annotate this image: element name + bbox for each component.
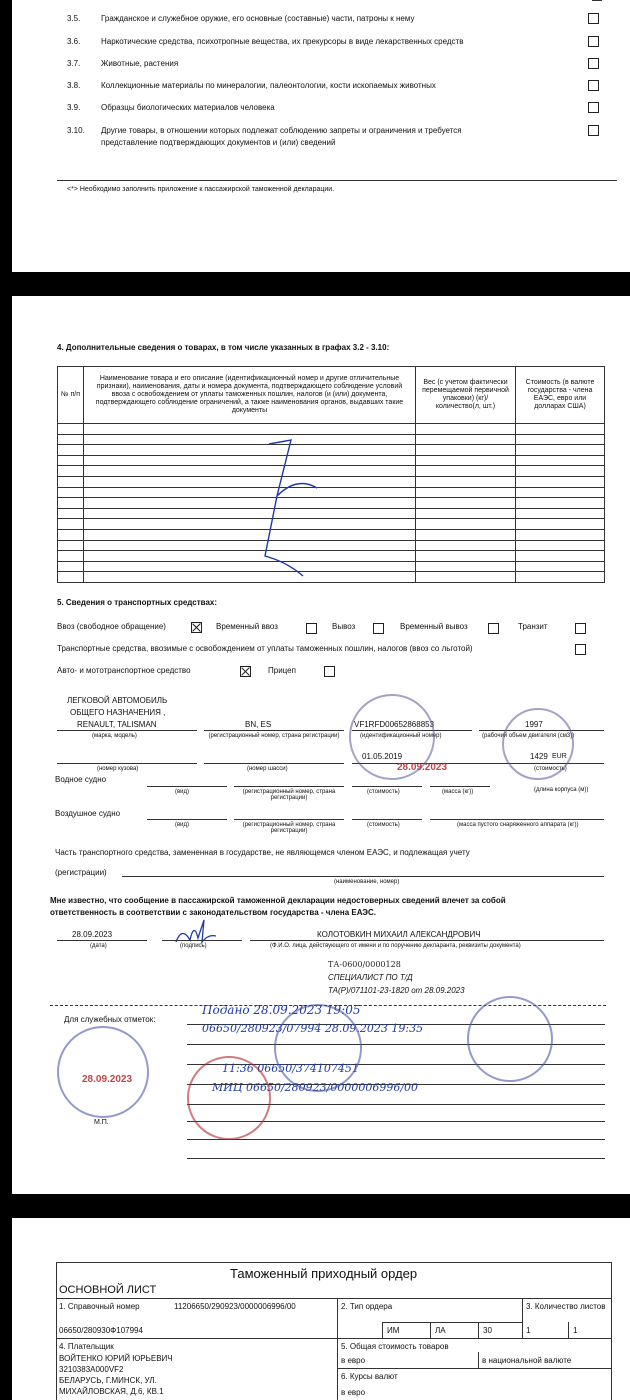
- sheets-count-2: 1: [573, 1326, 578, 1335]
- goods-cell[interactable]: [58, 424, 84, 435]
- vehicle-model-line-2: ОБЩЕГО НАЗНАЧЕНИЯ ,: [70, 708, 166, 717]
- item-number: 3.5.: [67, 14, 81, 23]
- label-export: Вывоз: [332, 622, 356, 631]
- rule: [187, 1139, 605, 1140]
- goods-cell[interactable]: [58, 561, 84, 572]
- goods-cell[interactable]: [84, 551, 416, 562]
- handwritten-line-2: 06650/280923/07994 28.09.2023 19:35: [202, 1022, 424, 1035]
- caption-cost-water: (стоимость): [367, 789, 400, 795]
- rule: [522, 1298, 523, 1338]
- goods-cell[interactable]: [58, 466, 84, 477]
- field-6-label: 6. Курсы валют: [341, 1372, 398, 1381]
- goods-cell[interactable]: [58, 540, 84, 551]
- caption-name-number: (наименование, номер): [334, 879, 400, 885]
- main-sheet-label: ОСНОВНОЙ ЛИСТ: [59, 1284, 157, 1296]
- checkbox-export[interactable]: [373, 623, 384, 634]
- item-checkbox[interactable]: [588, 13, 599, 24]
- rule: [56, 1338, 612, 1339]
- goods-cell[interactable]: [84, 529, 416, 540]
- goods-cell[interactable]: [58, 572, 84, 583]
- goods-cell[interactable]: [416, 487, 516, 498]
- declaration-text-1: Мне известно, что сообщение в пассажирской таможенной декларации недостоверных сведений влечет за собой: [50, 896, 506, 905]
- goods-cell[interactable]: [516, 508, 605, 519]
- label-free-circulation: Ввоз (свободное обращение): [57, 622, 166, 631]
- field-1-label: 1. Справочный номер: [59, 1302, 140, 1311]
- stamp-date: 28.09.2023: [82, 1074, 133, 1085]
- service-label: Для служебных отметок:: [64, 1015, 156, 1024]
- rule: [57, 763, 197, 764]
- footnote-divider: [57, 180, 617, 181]
- caption-id: (идентификационный номер): [360, 733, 442, 739]
- declaration-page-1: [12, 0, 630, 272]
- payer-line-3: БЕЛАРУСЬ, Г.МИНСК, УЛ.: [59, 1376, 157, 1385]
- rule: [204, 763, 344, 764]
- section-5-title: 5. Сведения о транспортных средствах:: [57, 598, 217, 607]
- goods-cell[interactable]: [416, 476, 516, 487]
- goods-cell[interactable]: [516, 498, 605, 509]
- caption-sign: (подпись): [180, 943, 207, 949]
- goods-cell[interactable]: [516, 476, 605, 487]
- rule: [204, 730, 344, 731]
- goods-cell[interactable]: [516, 519, 605, 530]
- checkbox-auto[interactable]: [240, 666, 251, 677]
- field-5-euro: в евро: [341, 1356, 366, 1365]
- rule: [234, 819, 344, 820]
- rule: [147, 786, 227, 787]
- goods-cell[interactable]: [516, 466, 605, 477]
- rule: [147, 819, 227, 820]
- handwritten-line-4: МИЦ 06650/280923/0000006996/00: [212, 1081, 419, 1094]
- caption-reg: (регистрационный номер, страна регистрации): [208, 733, 340, 739]
- rule: [568, 1322, 569, 1338]
- rule: [122, 876, 604, 877]
- top-edge-line: [592, 0, 602, 1]
- field-5-label: 5. Общая стоимость товаров: [341, 1342, 449, 1351]
- declaration-date: 28.09.2023: [72, 930, 113, 939]
- rule: [430, 1322, 431, 1338]
- goods-cell[interactable]: [516, 540, 605, 551]
- customs-stamp: [467, 996, 553, 1082]
- label-registration: (регистрации): [55, 868, 107, 877]
- mp-label: М.П.: [94, 1119, 109, 1126]
- goods-cell[interactable]: [416, 508, 516, 519]
- type-code-2: ЛА: [435, 1326, 446, 1335]
- checkbox-temp-export[interactable]: [488, 623, 499, 634]
- label-replaced-part: Часть транспортного средства, замененная в государстве, не являющемся членом ЕАЭС, и подлежащая учету: [55, 848, 470, 857]
- item-number: 3.8.: [67, 81, 81, 90]
- vehicle-vin: VF1RFD00652868853: [354, 720, 435, 729]
- item-number: 3.7.: [67, 59, 81, 68]
- handwritten-z-strike: [257, 436, 337, 586]
- goods-cell[interactable]: [416, 519, 516, 530]
- handwritten-line-1: Подано 28.09.2023 19:05: [202, 1003, 361, 1017]
- column-header-weight: Вес (с учетом фактически перемещаемой первичной упаковки) (кг)/количество(л, шт.): [416, 367, 516, 424]
- rule: [430, 819, 604, 820]
- goods-cell[interactable]: [58, 487, 84, 498]
- goods-cell[interactable]: [84, 519, 416, 530]
- rule: [478, 1352, 479, 1368]
- rule: [56, 1298, 612, 1299]
- goods-cell[interactable]: [516, 445, 605, 456]
- goods-cell[interactable]: [84, 424, 416, 435]
- goods-cell[interactable]: [516, 529, 605, 540]
- caption-empty-mass: (масса пустого снаряженного аппарата (кг)): [457, 822, 579, 828]
- item-number: 3.9.: [67, 103, 81, 112]
- label-trailer: Прицеп: [268, 666, 296, 675]
- goods-cell[interactable]: [416, 434, 516, 445]
- checkbox-transit[interactable]: [575, 623, 586, 634]
- vehicle-date: 01.05.2019: [362, 752, 403, 761]
- checkbox-trailer[interactable]: [324, 666, 335, 677]
- caption-chassis: (номер шасси): [247, 766, 288, 772]
- caption-date: (дата): [90, 943, 107, 949]
- caption-kind: (вид): [175, 789, 190, 795]
- rule: [234, 786, 344, 787]
- caption-fio: (Ф.И.О. лица, действующего от имени и по поручению декларанта, реквизиты документа): [270, 943, 521, 949]
- goods-row: [58, 424, 605, 435]
- rule: [337, 1368, 612, 1369]
- customs-stamp: [187, 1056, 271, 1140]
- vehicle-mass: 1429: [530, 752, 548, 761]
- goods-cell[interactable]: [58, 519, 84, 530]
- field-4-label: 4. Плательщик: [59, 1342, 114, 1351]
- label-temp-export: Временный вывоз: [400, 622, 468, 631]
- rule: [382, 1322, 383, 1338]
- field-1-value: 11206650/290923/0000006996/00: [174, 1302, 296, 1311]
- stamp-date: 28.09.2023: [397, 762, 448, 773]
- rule: [250, 940, 604, 941]
- field-5-national: в национальной валюте: [482, 1356, 572, 1365]
- item-text: Другие товары, в отношении которых подлежат соблюдению запреты и ограничения и требуется: [101, 126, 462, 135]
- goods-cell[interactable]: [516, 561, 605, 572]
- declaration-page-2: [12, 296, 630, 1194]
- goods-cell[interactable]: [416, 561, 516, 572]
- caption-reg-water: (регистрационный номер, страна регистрации): [242, 789, 336, 801]
- caption-kind-air: (вид): [175, 822, 190, 828]
- caption-model: (марка, модель): [92, 733, 137, 739]
- caption-body: (номер кузова): [97, 766, 139, 772]
- goods-cell[interactable]: [416, 466, 516, 477]
- vehicle-model-line-1: ЛЕГКОВОЙ АВТОМОБИЛЬ: [67, 696, 168, 705]
- goods-cell[interactable]: [58, 445, 84, 456]
- declarant-name: КОЛОТОВКИН МИХАИЛ АЛЕКСАНДРОВИЧ: [317, 930, 481, 939]
- field-6-euro: в евро: [341, 1388, 366, 1397]
- rule: [57, 730, 197, 731]
- type-code-3: 30: [483, 1326, 492, 1335]
- goods-cell[interactable]: [58, 434, 84, 445]
- customs-stamp: [57, 1026, 149, 1118]
- item-text: Образцы биологических материалов человека: [101, 103, 275, 112]
- rule: [162, 940, 242, 941]
- goods-cell[interactable]: [84, 434, 416, 445]
- goods-cell[interactable]: [84, 508, 416, 519]
- rule: [337, 1298, 338, 1400]
- goods-cell[interactable]: [58, 529, 84, 540]
- declaration-text-2: ответственность в соответствии с законодательством государства - члена ЕАЭС.: [50, 908, 376, 917]
- payer-line-1: ВОЙТЕНКО ЮРИЙ ЮРЬЕВИЧ: [59, 1354, 173, 1363]
- item-text-continued: представление подтверждающих документов и (или) сведений: [101, 138, 336, 147]
- label-auto: Авто- и мототранспортное средство: [57, 666, 191, 675]
- customs-stamp: [274, 1004, 362, 1092]
- goods-cell[interactable]: [58, 455, 84, 466]
- goods-cell[interactable]: [516, 572, 605, 583]
- field-2-label: 2. Тип ордера: [341, 1302, 393, 1311]
- goods-cell[interactable]: [416, 529, 516, 540]
- caption-cost: (стоимость): [534, 766, 567, 772]
- goods-cell[interactable]: [84, 476, 416, 487]
- ta-number: ТА-0600/0000128: [328, 960, 401, 969]
- item-checkbox[interactable]: [588, 36, 599, 47]
- goods-cell[interactable]: [416, 498, 516, 509]
- goods-cell[interactable]: [84, 445, 416, 456]
- caption-mass-water: (масса (кг)): [442, 789, 474, 795]
- item-checkbox[interactable]: [588, 80, 599, 91]
- field-1-sub: 06650/280930Ф107994: [59, 1326, 143, 1335]
- rule: [352, 819, 422, 820]
- order-title: Таможенный приходный ордер: [230, 1266, 418, 1281]
- rule: [352, 786, 422, 787]
- goods-cell[interactable]: [416, 445, 516, 456]
- goods-cell[interactable]: [84, 487, 416, 498]
- vehicle-model-line-3: RENAULT, TALISMAN: [77, 720, 157, 729]
- type-code-1: ИМ: [387, 1326, 400, 1335]
- vehicle-engine-year: 1997: [525, 720, 543, 729]
- label-water-vessel: Водное судно: [55, 775, 107, 784]
- rule: [57, 940, 147, 941]
- section-4-title: 4. Дополнительные сведения о товарах, в том числе указанных в графах 3.2 - 3.10:: [57, 343, 390, 352]
- label-transit: Транзит: [518, 622, 548, 631]
- footnote: <*> Необходимо заполнить приложение к пассажирской таможенной декларации.: [67, 186, 335, 193]
- goods-cell[interactable]: [84, 466, 416, 477]
- field-3-label: 3. Количество листов: [526, 1302, 606, 1311]
- rule: [187, 1158, 605, 1159]
- goods-cell[interactable]: [516, 434, 605, 445]
- goods-cell[interactable]: [58, 498, 84, 509]
- item-text: Наркотические средства, психотропные вещества, их прекурсоры в виде лекарственных средств: [101, 37, 464, 46]
- item-text: Гражданское и служебное оружие, его основные (составные) части, патроны к нему: [101, 14, 415, 23]
- goods-cell[interactable]: [58, 551, 84, 562]
- goods-cell[interactable]: [84, 561, 416, 572]
- customs-stamp: [502, 708, 574, 780]
- caption-hull: (длина корпуса (м)): [534, 787, 589, 793]
- goods-cell[interactable]: [84, 540, 416, 551]
- sheets-count-1: 1: [526, 1326, 531, 1335]
- goods-cell[interactable]: [58, 476, 84, 487]
- column-header-num: № п/п: [58, 367, 84, 424]
- rule: [430, 786, 490, 787]
- label-temp-import: Временный ввоз: [216, 622, 278, 631]
- vehicle-reg: BN, ES: [245, 720, 272, 729]
- goods-cell[interactable]: [84, 572, 416, 583]
- vehicle-unit: EUR: [552, 753, 567, 760]
- column-header-cost: Стоимость (в валюте государства - члена ЕАЭС, евро или долларах США): [516, 367, 605, 424]
- goods-cell[interactable]: [516, 487, 605, 498]
- ta-doc: ТА(Р)/071101-23-1820 от 28.09.2023: [328, 986, 465, 995]
- item-number: 3.6.: [67, 37, 81, 46]
- item-text: Коллекционные материалы по минералогии, палеонтологии, кости ископаемых животных: [101, 81, 436, 90]
- goods-cell[interactable]: [84, 498, 416, 509]
- specialist-title: СПЕЦИАЛИСТ ПО Т/Д: [328, 973, 413, 982]
- goods-cell[interactable]: [516, 455, 605, 466]
- item-checkbox[interactable]: [588, 125, 599, 136]
- goods-cell[interactable]: [416, 572, 516, 583]
- checkbox-exempt-import[interactable]: [575, 644, 586, 655]
- goods-cell[interactable]: [416, 540, 516, 551]
- checkbox-free-circulation[interactable]: [191, 622, 202, 633]
- checkbox-temp-import[interactable]: [306, 623, 317, 634]
- item-checkbox[interactable]: [588, 58, 599, 69]
- goods-cell[interactable]: [516, 424, 605, 435]
- payer-line-2: 3210383А000VF2: [59, 1365, 124, 1374]
- rule: [478, 1322, 479, 1338]
- goods-cell[interactable]: [84, 455, 416, 466]
- goods-cell[interactable]: [516, 551, 605, 562]
- goods-cell[interactable]: [416, 551, 516, 562]
- caption-reg-air: (регистрационный номер, страна регистрации): [242, 822, 336, 834]
- customs-order-page: [12, 1218, 630, 1400]
- goods-cell[interactable]: [416, 455, 516, 466]
- goods-cell[interactable]: [416, 424, 516, 435]
- label-aircraft: Воздушное судно: [55, 809, 121, 818]
- goods-cell[interactable]: [58, 508, 84, 519]
- column-header-name: Наименование товара и его описание (идентификационный номер и другие отличительные признаки), наименования, даты и номера документа, подтверждающего соблюдение условий ввоза с освобождением от уплаты таможенных пошлин, налогов (и (или) документа, подтверждающего соблюдение ограничений, а также наименования органов, выдавших такие документы: [84, 367, 416, 424]
- item-checkbox[interactable]: [588, 102, 599, 113]
- rule: [382, 1322, 522, 1323]
- payer-line-4: МИХАЙЛОВСКАЯ, Д.6, КВ.1: [59, 1387, 164, 1396]
- caption-engine: (рабочий объем двигателя (см3)): [482, 733, 575, 739]
- handwritten-line-3: 11:36 06650/374107451: [222, 1062, 359, 1075]
- caption-cost-air: (стоимость): [367, 822, 400, 828]
- item-number: 3.10.: [67, 126, 85, 135]
- item-text: Животные, растения: [101, 59, 179, 68]
- label-exempt-import: Транспортные средства, ввозимые с освобождением от уплаты таможенных пошлин, налогов (ввоз со льготой): [57, 644, 473, 653]
